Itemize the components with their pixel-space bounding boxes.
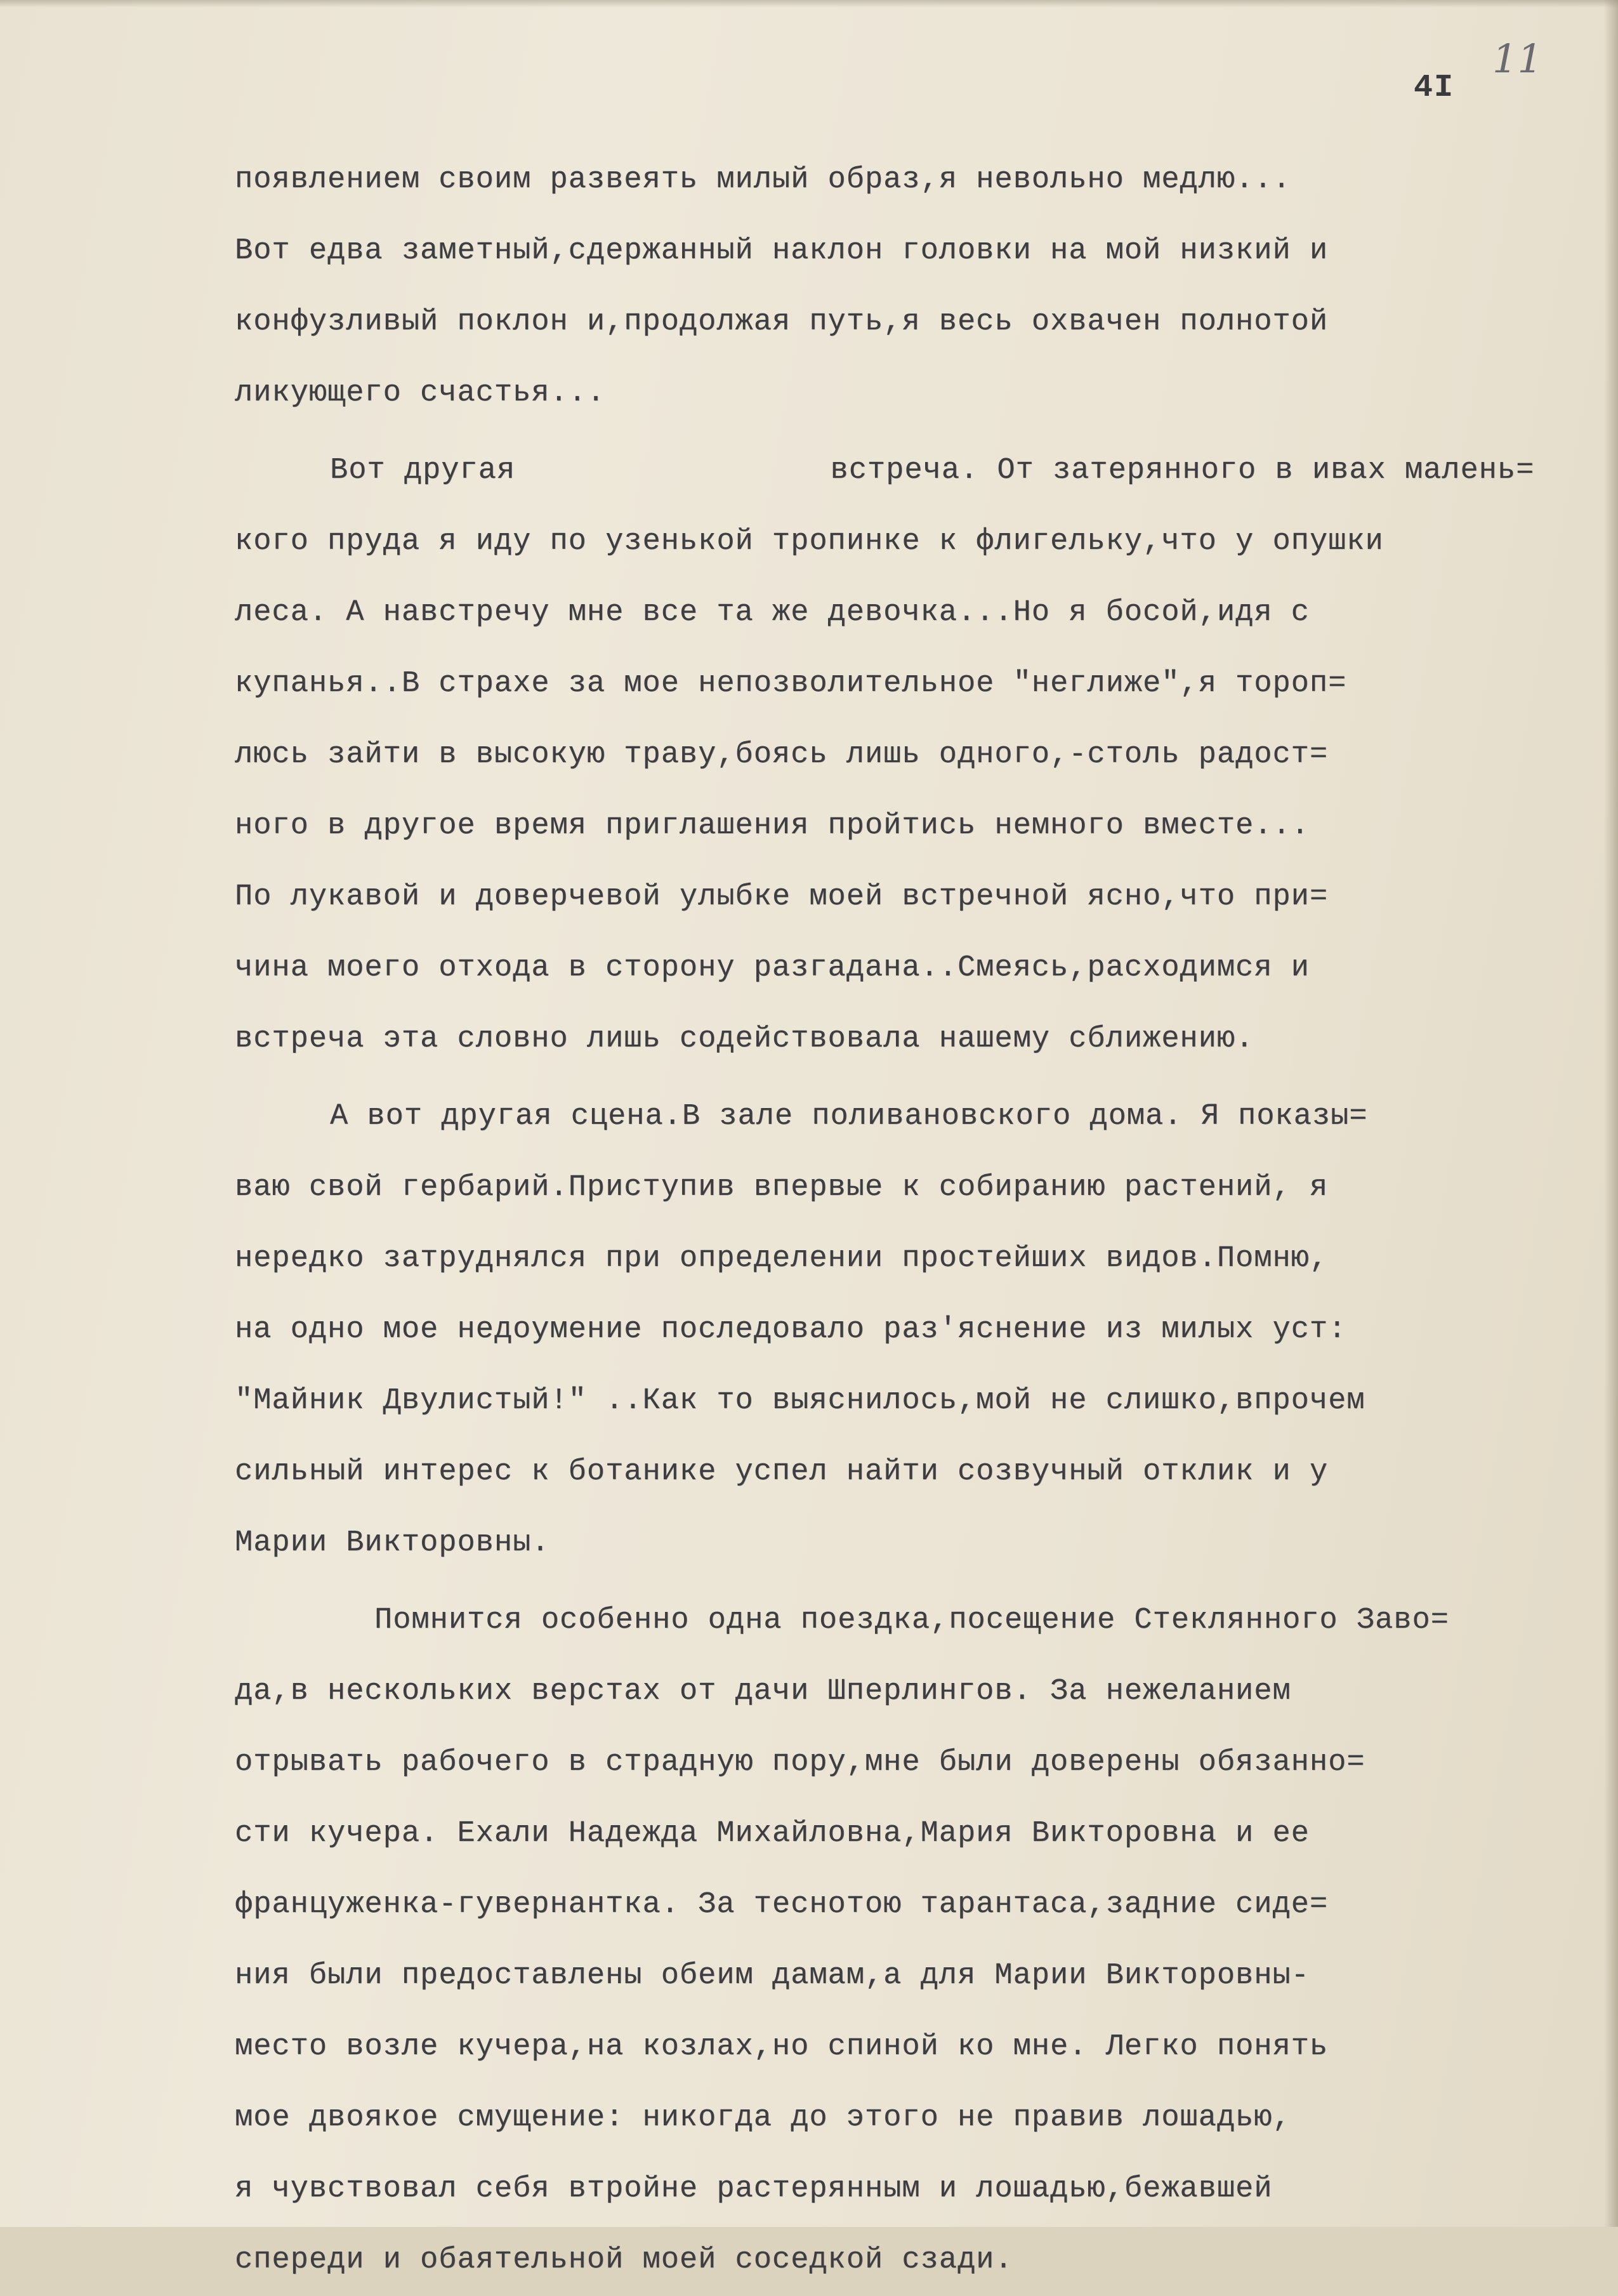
- text-line: ния были предоставлены обеим дамам,а для Марии Викторовны-: [235, 1959, 1310, 1993]
- text-line: сти кучера. Ехали Надежда Михайловна,Мария Викторовна и ее: [235, 1817, 1310, 1851]
- text-line: спереди и обаятельной моей соседкой сзади.: [235, 2243, 1013, 2277]
- paragraph-4: [235, 1585, 1574, 2296]
- text-line: А вот другая сцена.В зале поливановского дома. Я показы=: [330, 1100, 1368, 1133]
- paragraph-2: [235, 435, 1574, 1075]
- text-line: Марии Викторовны.: [235, 1526, 550, 1560]
- paragraph-1: [235, 145, 1574, 429]
- text-line: да,в нескольких верстах от дачи Шперлингов. За нежеланием: [235, 1675, 1291, 1708]
- text-line: встреча эта словно лишь содействовала нашему сближению.: [235, 1022, 1254, 1056]
- text-line: отрывать рабочего в страдную пору,мне были доверены обязанно=: [235, 1746, 1365, 1779]
- text-line: Вот едва заметный,сдержанный наклон головки на мой низкий и: [235, 234, 1329, 268]
- text-line: чина моего отхода в сторону разгадана..Смеясь,расходимся и: [235, 951, 1310, 985]
- text-line: нередко затруднялся при определении простейших видов.Помню,: [235, 1242, 1329, 1276]
- typewritten-text: [235, 145, 1574, 2296]
- text-line: ного в другое время приглашения пройтись немного вместе...: [235, 809, 1310, 843]
- text-line: француженка-гувернантка. За теснотою тарантаса,задние сиде=: [235, 1888, 1329, 1922]
- page-number: 4I: [1414, 70, 1455, 106]
- text-line: я чувствовал себя втройне растерянным и лошадью,бежавшей: [235, 2172, 1273, 2206]
- paper-right-edge: [1604, 0, 1618, 2227]
- text-line: Вот другая встреча. От затерянного в ивах малень=: [330, 454, 1535, 487]
- text-line: мое двоякое смущение: никогда до этого не правив лошадью,: [235, 2101, 1291, 2135]
- text-line: появлением своим развеять милый образ,я невольно медлю...: [235, 163, 1291, 197]
- text-line: место возле кучера,на козлах,но спиной ко мне. Легко понять: [235, 2030, 1329, 2064]
- text-line: ликующего счастья...: [235, 376, 606, 410]
- text-line: леса. А навстречу мне все та же девочка...Но я босой,идя с: [235, 596, 1310, 630]
- text-line: конфузливый поклон и,продолжая путь,я весь охвачен полнотой: [235, 305, 1329, 339]
- text-line: люсь зайти в высокую траву,боясь лишь одного,-столь радост=: [235, 738, 1329, 772]
- text-line: на одно мое недоумение последовало раз'яснение из милых уст:: [235, 1313, 1347, 1347]
- text-line: По лукавой и доверчевой улыбке моей встречной ясно,что при=: [235, 880, 1329, 914]
- text-line: Помнится особенно одна поездка,посещение Стеклянного Заво=: [374, 1604, 1449, 1637]
- text-line: "Майник Двулистый!" ..Как то выяснилось,мой не слишко,впрочем: [235, 1384, 1365, 1418]
- text-line: кого пруда я иду по узенькой тропинке к флигельку,что у опушки: [235, 525, 1384, 558]
- paper-top-edge: [0, 0, 1618, 8]
- text-line: ваю свой гербарий.Приступив впервые к собиранию растений, я: [235, 1171, 1329, 1204]
- paragraph-3: [235, 1081, 1574, 1579]
- text-line: купанья..В страхе за мое непозволительное "неглиже",я тороп=: [235, 667, 1347, 701]
- archive-mark: 11: [1492, 36, 1542, 82]
- text-line: сильный интерес к ботанике успел найти созвучный отклик и у: [235, 1455, 1329, 1489]
